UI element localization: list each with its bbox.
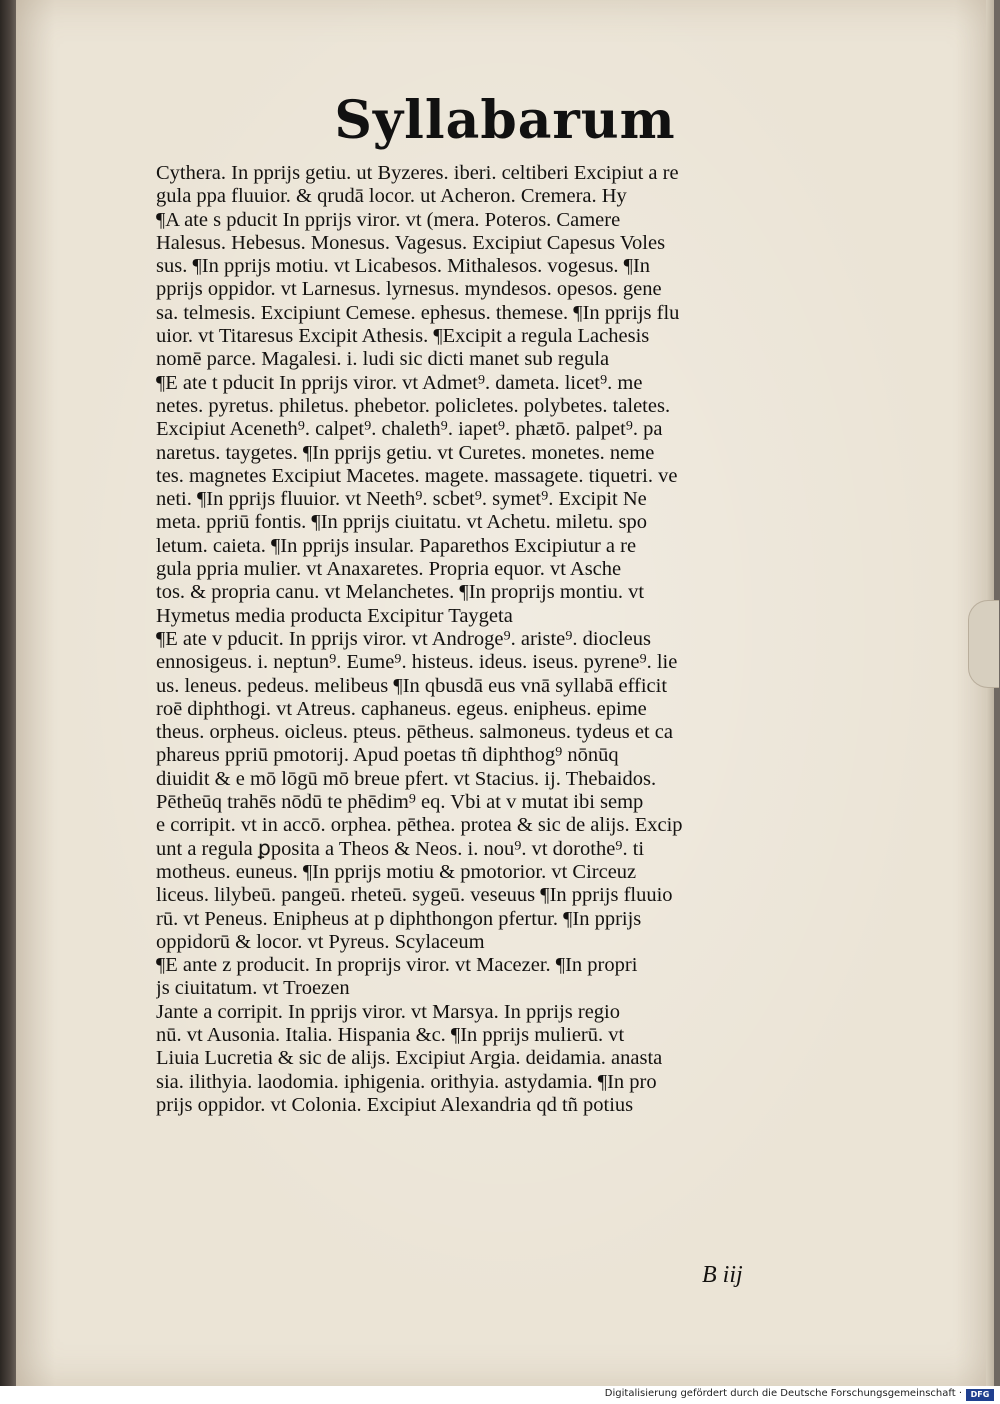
footer-bar: [0, 1386, 1000, 1404]
text-line: naretus. taygetes. ¶In pprijs getiu. vt Curetes. monetes. neme: [156, 441, 655, 464]
text-block: [156, 162, 836, 1117]
text-line: Halesus. Hebesus. Monesus. Vagesus. Excipiut Capesus Voles: [156, 231, 666, 254]
text-line: sa. telmesis. Excipiunt Cemese. ephesus. themese. ¶In pprijs flu: [156, 301, 680, 324]
text-line: Hymetus media producta Excipitur Taygeta: [156, 604, 513, 627]
dfg-logo-icon: DFG: [966, 1389, 994, 1401]
text-line: js ciuitatum. vt Troezen: [156, 977, 350, 1000]
text-line: nomē parce. Magalesi. i. ludi sic dicti manet sub regula: [156, 348, 610, 371]
text-line: neti. ¶In pprijs fluuior. vt Neeth⁹. scbet⁹. symet⁹. Excipit Ne: [156, 488, 647, 511]
text-line: unt a regula ꝑposita a Theos & Neos. i. nou⁹. vt dorothe⁹. ti: [156, 837, 645, 860]
text-line: Excipiut Aceneth⁹. calpet⁹. chaleth⁹. iapet⁹. phætō. palpet⁹. pa: [156, 418, 663, 441]
text-line: Jante a corripit. In pprijs viror. vt Marsya. In pprijs regio: [156, 1000, 620, 1023]
text-line: sus. ¶In pprijs motiu. vt Licabesos. Mithalesos. vogesus. ¶In: [156, 255, 651, 278]
page-fold-tab: [968, 600, 999, 688]
text-line: oppidorū & locor. vt Pyreus. Scylaceum: [156, 930, 485, 953]
text-line: sia. ilithyia. laodomia. iphigenia. orithyia. astydamia. ¶In pro: [156, 1070, 657, 1093]
text-line: gula ppria mulier. vt Anaxaretes. Propria equor. vt Asche: [156, 558, 622, 581]
text-line: prijs oppidor. vt Colonia. Excipiut Alexandria qd tñ potius: [156, 1093, 634, 1116]
signature-mark: B iij: [702, 1262, 743, 1288]
text-line: ¶E ate v pducit. In pprijs viror. vt Androge⁹. ariste⁹. diocleus: [156, 627, 651, 650]
text-line: e corripit. vt in accō. orphea. pēthea. protea & sic de alijs. Excip: [156, 814, 683, 837]
text-line: Liuia Lucretia & sic de alijs. Excipiut Argia. deidamia. anasta: [156, 1047, 663, 1070]
text-line: diuidit & e mō lōgū mō breue pfert. vt Stacius. ij. Thebaidos.: [156, 767, 657, 790]
page-edge: [986, 0, 994, 1386]
text-line: uior. vt Titaresus Excipit Athesis. ¶Excipit a regula Lachesis: [156, 325, 650, 348]
funding-notice: Digitalisierung gefördert durch die Deutsche Forschungsgemeinschaft ·: [604, 1388, 962, 1399]
text-line: pprijs oppidor. vt Larnesus. lyrnesus. myndesos. opesos. gene: [156, 278, 662, 301]
text-line: tes. magnetes Excipiut Macetes. magete. massagete. tiquetri. ve: [156, 464, 678, 487]
text-line: letum. caieta. ¶In pprijs insular. Paparethos Excipiutur a re: [156, 534, 637, 557]
text-line: ¶E ate t pducit In pprijs viror. vt Admet⁹. dameta. licet⁹. me: [156, 371, 643, 394]
text-line: ennosigeus. i. neptun⁹. Eume⁹. histeus. ideus. iseus. pyrene⁹. lie: [156, 651, 678, 674]
text-line: theus. orpheus. oicleus. pteus. pētheus. salmoneus. tydeus et ca: [156, 721, 673, 744]
text-line: nū. vt Ausonia. Italia. Hispania &c. ¶In pprijs mulierū. vt: [156, 1023, 625, 1046]
text-line: roē diphthogi. vt Atreus. caphaneus. egeus. enipheus. epime: [156, 697, 647, 720]
text-line: netes. pyretus. philetus. phebetor. policletes. polybetes. taletes.: [156, 394, 671, 417]
text-line: ¶E ante z producit. In proprijs viror. vt Macezer. ¶In propri: [156, 954, 638, 977]
text-line: rū. vt Peneus. Enipheus at p diphthongon pfertur. ¶In pprijs: [156, 907, 642, 930]
text-line: motheus. euneus. ¶In pprijs motiu & pmotorior. vt Circeuz: [156, 860, 637, 883]
book-page: [16, 0, 994, 1386]
text-line: tos. & propria canu. vt Melanchetes. ¶In proprijs montiu. vt: [156, 581, 645, 604]
text-line: phareus ppriū pmotorij. Apud poetas tñ diphthog⁹ nōnūq: [156, 744, 619, 767]
text-line: liceus. lilybeū. pangeū. rheteū. sygeū. veseuus ¶In pprijs fluuio: [156, 884, 673, 907]
text-line: meta. ppriū fontis. ¶In pprijs ciuitatu. vt Achetu. miletu. spo: [156, 511, 647, 534]
text-line: Pētheūq trahēs nōdū te phēdim⁹ eq. Vbi at v mutat ibi semp: [156, 791, 644, 814]
text-line: Cythera. In pprijs getiu. ut Byzeres. iberi. celtiberi Excipiut a re: [156, 162, 679, 184]
page-heading: Syllabarum: [334, 90, 676, 151]
text-line: ¶A ate s pducit In pprijs viror. vt (mera. Poteros. Camere: [156, 208, 621, 231]
text-line: us. leneus. pedeus. melibeus ¶In qbusdā eus vnā syllabā efficit: [156, 674, 668, 697]
text-line: gula ppa fluuior. & qrudā locor. ut Acheron. Cremera. Hy: [156, 185, 627, 208]
